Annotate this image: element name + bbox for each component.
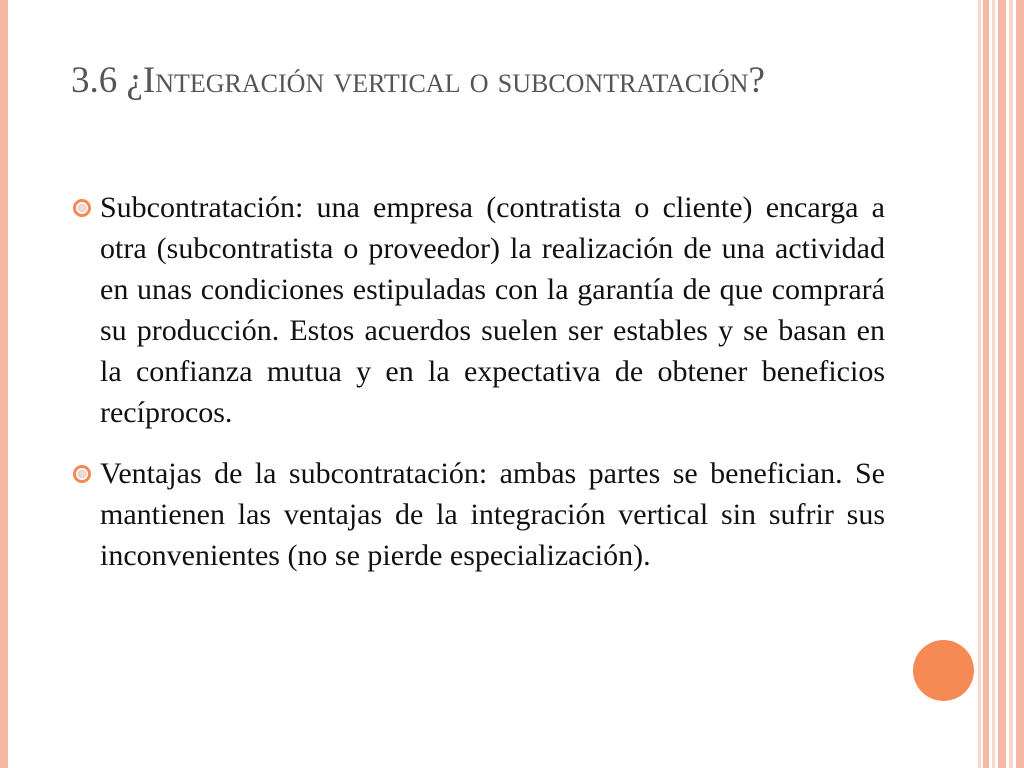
orange-ring-bullet-icon (72, 464, 92, 484)
slide-content (72, 187, 885, 596)
left-accent-stripe (0, 0, 8, 768)
decorative-orange-circle (913, 640, 974, 701)
bullet-item (72, 453, 885, 576)
right-accent-stripes (978, 0, 1024, 768)
bullet-item (72, 187, 885, 433)
slide-title: 3.6 ¿Integración vertical o subcontratación? (71, 60, 765, 101)
bullet-text: Subcontratación: una empresa (contratista o cliente) encarga a otra (subcontratista o proveedor) la realización de una actividad en unas condiciones estipuladas con la garantía de que comprará su producción. Estos acuerdos suelen ser estables y se basan en la confianza mutua y en la expectativa de obtener beneficios recíprocos. (100, 191, 885, 429)
orange-ring-bullet-icon (72, 198, 92, 218)
bullet-text: Ventajas de la subcontratación: ambas partes se benefician. Se mantienen las ventajas de la integración vertical sin sufrir sus inconvenientes (no se pierde especialización). (100, 457, 885, 572)
slide (8, 0, 977, 768)
